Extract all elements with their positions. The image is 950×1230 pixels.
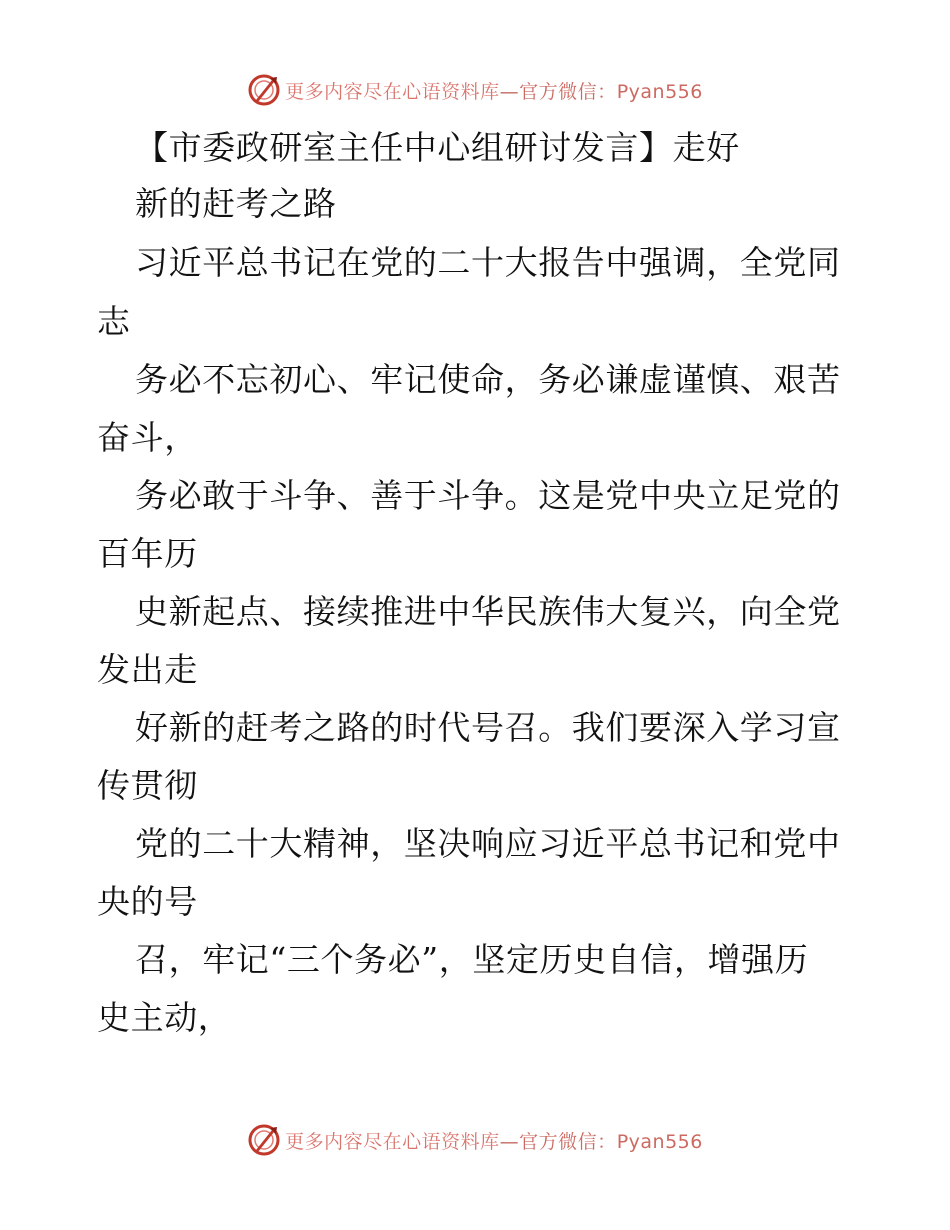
body-line-4: 奋斗， bbox=[97, 418, 198, 457]
banner-wechat-id: Pyan556 bbox=[616, 1130, 703, 1153]
body-line-13: 召，牢记“三个务必”，坚定历史自信，增强历 bbox=[135, 940, 809, 979]
quill-logo-icon bbox=[247, 73, 281, 107]
body-line-9: 好新的赶考之路的时代号召。我们要深入学习宣 bbox=[135, 708, 841, 747]
body-line-5: 务必敢于斗争、善于斗争。这是党中央立足党的 bbox=[135, 476, 841, 515]
body-line-6: 百年历 bbox=[97, 534, 198, 573]
body-line-10: 传贯彻 bbox=[97, 766, 198, 805]
banner-wechat-label: 官方微信： bbox=[519, 80, 617, 103]
banner-wechat-label: 官方微信： bbox=[519, 1130, 617, 1153]
body-line-2: 志 bbox=[97, 302, 131, 341]
doc-title-line-1: 【市委政研室主任中心组研讨发言】走好 bbox=[135, 128, 740, 167]
footer-banner bbox=[0, 1120, 950, 1160]
body-line-7: 史新起点、接续推进中华民族伟大复兴，向全党 bbox=[135, 592, 841, 631]
body-line-3: 务必不忘初心、牢记使命，务必谦虚谨慎、艰苦 bbox=[135, 360, 841, 399]
banner-site-name: 更多内容尽在心语资料库 bbox=[285, 1130, 500, 1153]
quill-logo-icon bbox=[247, 1123, 281, 1157]
body-line-8: 发出走 bbox=[97, 650, 198, 689]
doc-title-line-2: 新的赶考之路 bbox=[135, 184, 337, 223]
banner-separator: — bbox=[499, 1130, 520, 1153]
body-line-12: 央的号 bbox=[97, 882, 198, 921]
banner-separator: — bbox=[499, 80, 520, 103]
banner-wechat-id: Pyan556 bbox=[616, 80, 703, 103]
body-line-1: 习近平总书记在党的二十大报告中强调，全党同 bbox=[135, 243, 841, 282]
body-line-14: 史主动， bbox=[97, 998, 232, 1037]
body-line-11: 党的二十大精神，坚决响应习近平总书记和党中 bbox=[135, 824, 841, 863]
header-banner bbox=[0, 70, 950, 110]
banner-site-name: 更多内容尽在心语资料库 bbox=[285, 80, 500, 103]
